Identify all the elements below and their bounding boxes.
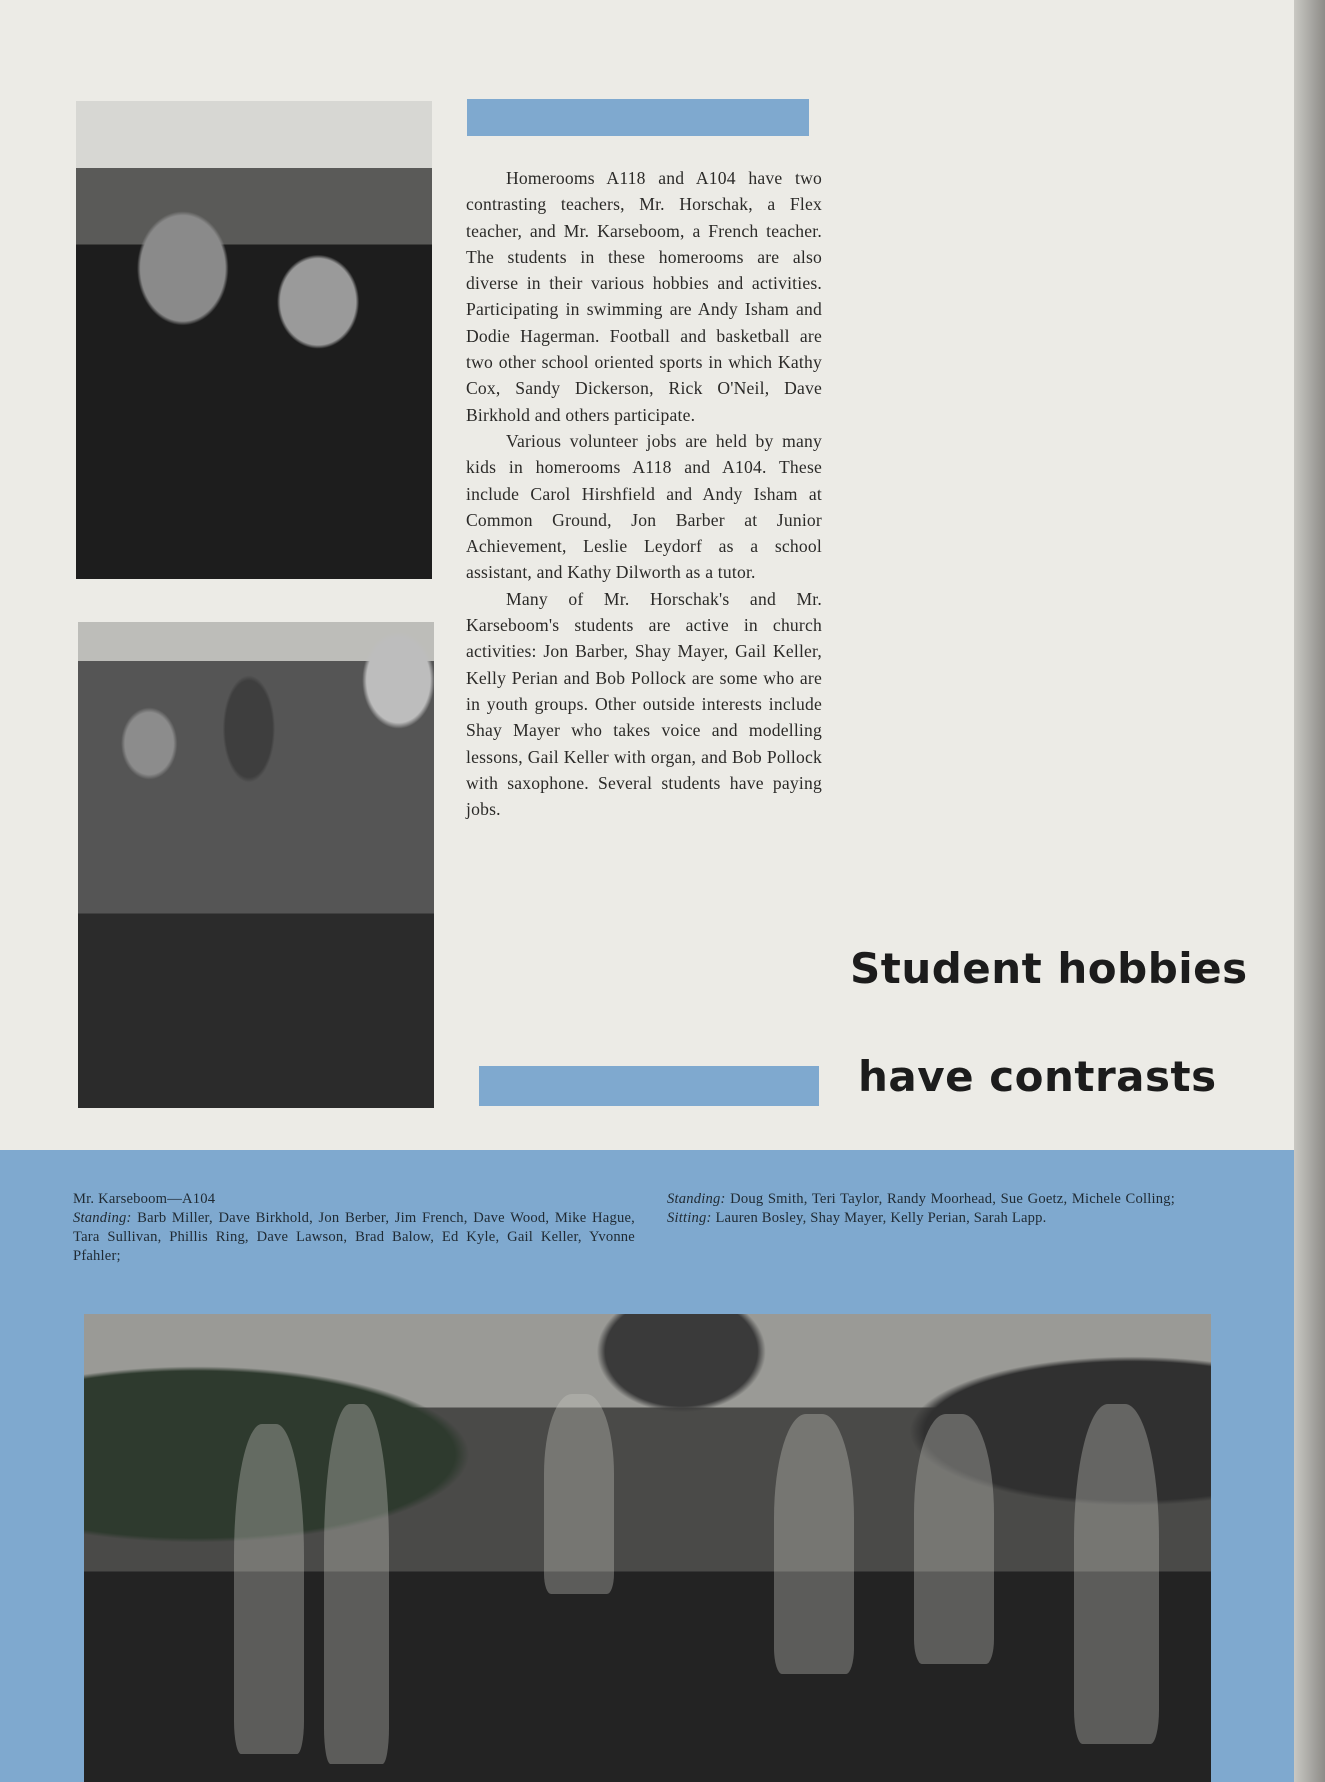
caption-label-sitting: Sitting: (667, 1210, 712, 1226)
photo-two-students (76, 101, 432, 579)
caption-right (667, 1190, 1175, 1228)
page-edge (1294, 0, 1325, 1782)
article-paragraph-3: Many of Mr. Horschak's and Mr. Karseboom's students are active in church activities: Jon Barber, Shay Mayer, Gail Keller, Kelly Perian and Bob Pollock are some who are in youth groups. Other outside interests include Shay Mayer who takes voice and modelling lessons, Gail Keller with organ, and Bob Pollock with saxophone. Several students have paying jobs. (466, 588, 822, 820)
photo-homeroom-group (84, 1314, 1211, 1782)
caption-left-text (73, 1209, 635, 1266)
headline-line-2: have contrasts (858, 1052, 1217, 1101)
accent-bar-bottom (479, 1066, 819, 1106)
caption-left (73, 1190, 635, 1266)
headline-line-1: Student hobbies (850, 944, 1248, 993)
photo-students-cooking (78, 622, 434, 1108)
photo-figure (324, 1404, 389, 1764)
caption-heading: Mr. Karseboom—A104 (73, 1191, 216, 1207)
caption-sitting-names: Lauren Bosley, Shay Mayer, Kelly Perian, Sarah Lapp. (715, 1210, 1047, 1226)
article-body (466, 165, 822, 822)
caption-label-standing-2: Standing: (667, 1191, 726, 1207)
photo-figure (914, 1414, 994, 1664)
photo-figure (544, 1394, 614, 1594)
photo-figure (234, 1424, 304, 1754)
caption-label-standing: Standing: (73, 1210, 132, 1226)
photo-figure (1074, 1404, 1159, 1744)
photo-figure (774, 1414, 854, 1674)
caption-standing-names: Barb Miller, Dave Birkhold, Jon Berber, Jim French, Dave Wood, Mike Hague, Tara Sullivan, Phillis Ring, Dave Lawson, Brad Balow, Ed Kyle, Gail Keller, Yvonne Pfahler; (73, 1210, 635, 1264)
caption-standing-names-2: Doug Smith, Teri Taylor, Randy Moorhead, Sue Goetz, Michele Colling; (730, 1191, 1175, 1207)
accent-bar-top (467, 99, 809, 136)
article-paragraph-2: Various volunteer jobs are held by many kids in homerooms A118 and A104. These include Carol Hirshfield and Andy Isham at Common Ground, Jon Barber at Junior Achievement, Leslie Leydorf as a school assistant, and Kathy Dilworth as a tutor. (466, 430, 822, 583)
article-paragraph-1: Homerooms A118 and A104 have two contrasting teachers, Mr. Horschak, a Flex teacher, and Mr. Karseboom, a French teacher. The students in these homerooms are also diverse in their various hobbies and activities. Participating in swimming are Andy Isham and Dodie Hagerman. Football and basketball are two other school oriented sports in which Kathy Cox, Sandy Dickerson, Rick O'Neil, Dave Birkhold and others participate. (466, 168, 822, 425)
